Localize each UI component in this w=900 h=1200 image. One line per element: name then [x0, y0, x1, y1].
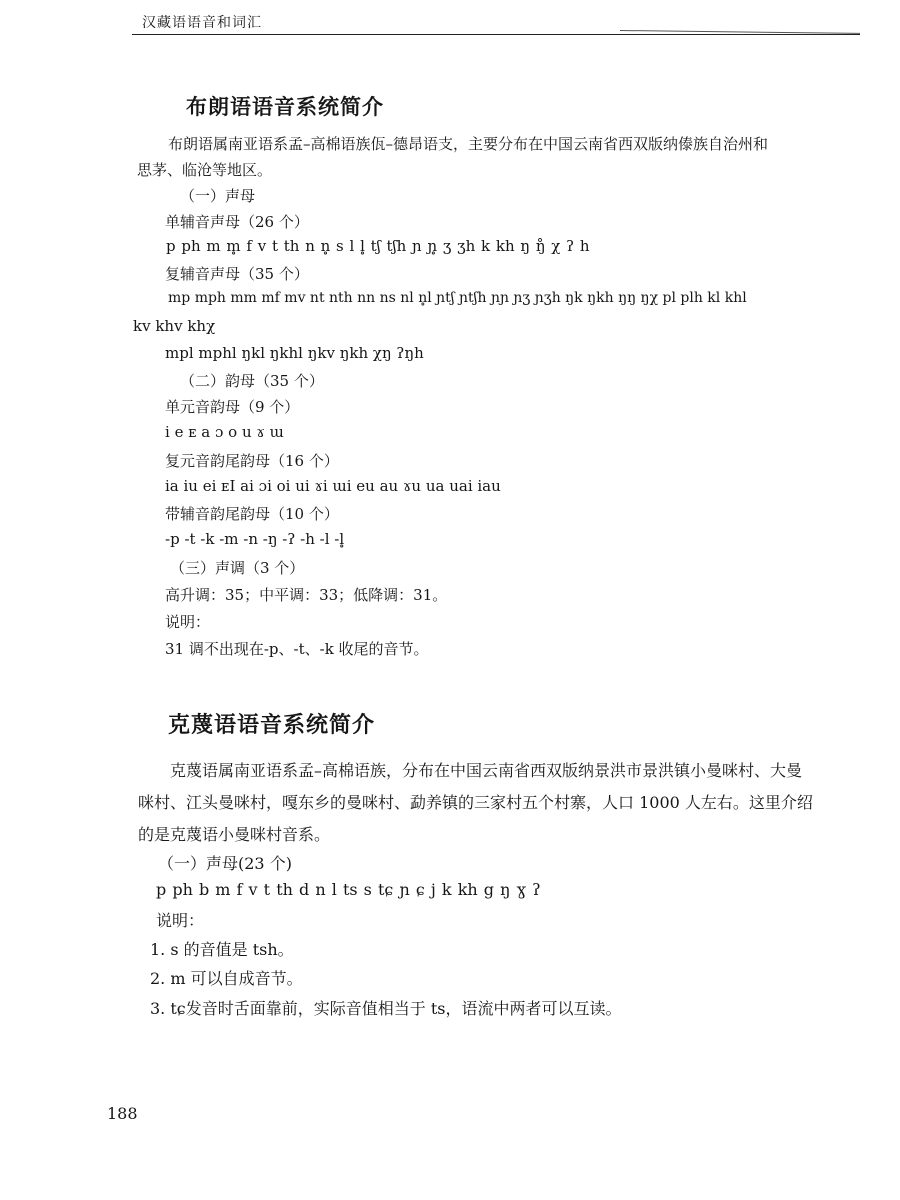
note-label: 说明： [165, 613, 211, 631]
note-item: 2. m 可以自成音节。 [150, 969, 303, 988]
page-number: 188 [107, 1104, 138, 1123]
intro-paragraph-line: 咪村、江头曼咪村，嘎东乡的曼咪村、勐养镇的三家村五个村寨，人口 1000 人左右。这里介绍 [138, 793, 813, 812]
initials-heading: （一）声母 [180, 187, 256, 205]
compound-vowel-finals-label: 复元音韵尾韵母（16 个） [165, 452, 339, 470]
complex-initials-list: mpl mphl ŋkl ŋkhl ŋkv ŋkh χŋ ʔŋh [165, 344, 424, 362]
header-rule [132, 34, 860, 35]
single-initials-label: 单辅音声母（26 个） [165, 213, 309, 231]
initials-heading: （一）声母(23 个) [158, 854, 292, 873]
note-item: 1. s 的音值是 tsh。 [150, 940, 294, 959]
single-initials-list: p ph m m̥ f v t th n n̥ s l l̥ tʃ tʃh ɲ ɲ̥ ʒ ʒh k kh ŋ ŋ̊ χ ʔ h [166, 237, 590, 255]
single-vowel-finals-list: i e ᴇ a ɔ o u ɤ ɯ [165, 423, 284, 441]
intro-paragraph-line: 的是克蔑语小曼咪村音系。 [138, 825, 331, 844]
intro-paragraph-line: 克蔑语属南亚语系孟–高棉语族，分布在中国云南省西双版纳景洪市景洪镇小曼咪村、大曼 [170, 761, 803, 780]
tones-values: 高升调：35；中平调：33；低降调：31。 [165, 586, 448, 604]
finals-heading: （二）韵母（35 个） [180, 372, 324, 390]
note-label: 说明： [156, 911, 205, 930]
note-text: 31 调不出现在-p、-t、-k 收尾的音节。 [165, 640, 429, 658]
section-title-kemie: 克蔑语语音系统简介 [168, 713, 376, 738]
complex-initials-list: kv khv khχ [133, 317, 216, 335]
consonant-finals-label: 带辅音韵尾韵母（10 个） [165, 505, 339, 523]
note-item: 3. tɕ发音时舌面靠前，实际音值相当于 ts，语流中两者可以互读。 [150, 999, 622, 1018]
compound-vowel-finals-list: ia iu ei ᴇI ai ɔi oi ui ɤi ɯi eu au ɤu ua uai iau [165, 477, 501, 495]
single-vowel-finals-label: 单元音韵母（9 个） [165, 398, 300, 416]
initials-list: p ph b m f v t th d n l ts s tɕ ɲ ɕ j k kh g ŋ ɣ ʔ [156, 880, 541, 899]
complex-initials-list: mp mph mm mf mv nt nth nn ns nl n̥l ɲtʃ ɲtʃh ɲɲ ɲʒ ɲʒh ŋk ŋkh ŋŋ ŋχ pl plh kl khl [168, 290, 747, 306]
intro-paragraph-line: 布朗语属南亚语系孟–高棉语族佤–德昂语支，主要分布在中国云南省西双版纳傣族自治州和 [168, 135, 769, 153]
tones-heading: （三）声调（3 个） [170, 559, 305, 577]
section-title-bulang: 布朗语语音系统简介 [186, 95, 384, 119]
running-header: 汉藏语语音和词汇 [142, 15, 262, 31]
complex-initials-label: 复辅音声母（35 个） [165, 265, 309, 283]
intro-paragraph-line: 思茅、临沧等地区。 [137, 161, 273, 179]
consonant-finals-list: -p -t -k -m -n -ŋ -ʔ -h -l -l̥ [165, 530, 345, 548]
